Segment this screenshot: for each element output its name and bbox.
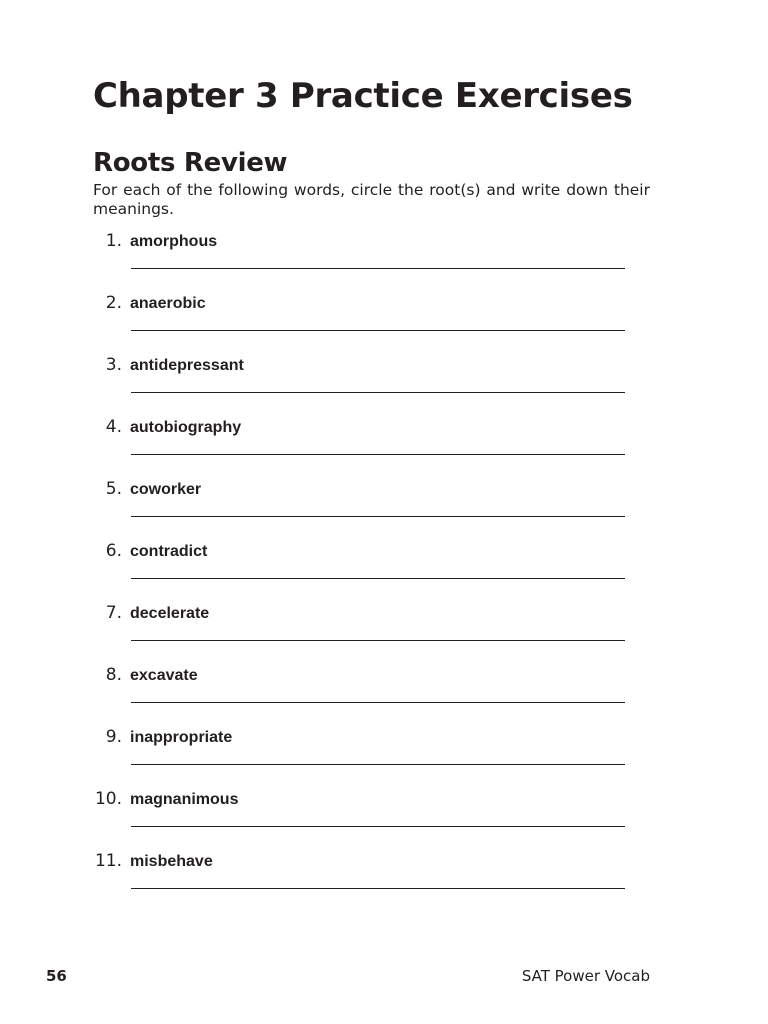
- item-number: 9.: [105, 727, 122, 747]
- section-title: Roots Review: [93, 148, 288, 178]
- item-word: inappropriate: [130, 729, 233, 746]
- answer-line[interactable]: [131, 764, 625, 765]
- list-item: [0, 786, 768, 848]
- answer-line[interactable]: [131, 454, 625, 455]
- item-word: contradict: [130, 543, 208, 560]
- list-item: [0, 290, 768, 352]
- item-number: 2.: [105, 293, 122, 313]
- item-word: autobiography: [130, 419, 242, 436]
- answer-line[interactable]: [131, 268, 625, 269]
- instructions-text: For each of the following words, circle the root(s) and write down their meanings.: [93, 181, 650, 218]
- item-number: 4.: [105, 417, 122, 437]
- list-item: [0, 600, 768, 662]
- item-number: 7.: [105, 603, 122, 623]
- item-word: decelerate: [130, 605, 210, 622]
- list-item: [0, 662, 768, 724]
- item-word: misbehave: [130, 853, 213, 870]
- footer-page-number: 56: [46, 967, 67, 985]
- item-word: amorphous: [130, 233, 218, 250]
- list-item: [0, 414, 768, 476]
- item-word: coworker: [130, 481, 202, 498]
- list-item: [0, 848, 768, 910]
- footer-book-title: SAT Power Vocab: [521, 967, 650, 985]
- item-number: 3.: [105, 355, 122, 375]
- answer-line[interactable]: [131, 888, 625, 889]
- item-number: 10.: [94, 789, 122, 809]
- answer-line[interactable]: [131, 640, 625, 641]
- list-item: [0, 228, 768, 290]
- answer-line[interactable]: [131, 578, 625, 579]
- item-number: 1.: [105, 231, 122, 251]
- item-number: 8.: [105, 665, 122, 685]
- list-item: [0, 476, 768, 538]
- exercise-list: [0, 228, 768, 910]
- item-word: magnanimous: [130, 791, 239, 808]
- answer-line[interactable]: [131, 330, 625, 331]
- answer-line[interactable]: [131, 392, 625, 393]
- item-word: antidepressant: [130, 357, 244, 374]
- item-number: 5.: [105, 479, 122, 499]
- answer-line[interactable]: [131, 826, 625, 827]
- list-item: [0, 724, 768, 786]
- item-word: excavate: [130, 667, 198, 684]
- page-title: Chapter 3 Practice Exercises: [93, 76, 633, 116]
- answer-line[interactable]: [131, 702, 625, 703]
- item-word: anaerobic: [130, 295, 206, 312]
- list-item: [0, 352, 768, 414]
- list-item: [0, 538, 768, 600]
- item-number: 6.: [105, 541, 122, 561]
- item-number: 11.: [94, 851, 122, 871]
- answer-line[interactable]: [131, 516, 625, 517]
